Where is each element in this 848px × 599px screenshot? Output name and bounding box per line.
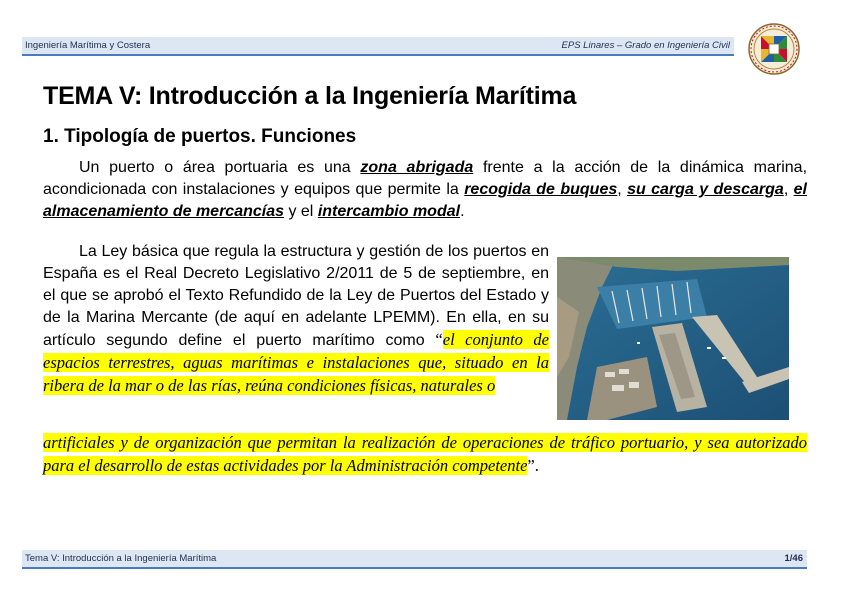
term-zona-abrigada: zona abrigada: [360, 159, 474, 176]
university-seal-icon: [748, 23, 800, 75]
page-number: 1/46: [784, 553, 803, 564]
footer-band: [22, 550, 807, 569]
law-paragraph-continued: artificiales y de organización que permitan la realización de operaciones de tráfico portuario, y sea autorizado para el desarrollo de estas actividades por la Administración competente”.: [43, 433, 807, 475]
term-intercambio-modal: intercambio modal: [317, 203, 461, 220]
term-recogida-de-buques: recogida de buques: [464, 181, 618, 198]
term-almacenamiento: el almacenamiento de mercancías: [43, 181, 807, 220]
school-name: EPS Linares – Grado en Ingeniería Civil: [561, 40, 730, 51]
header-band: [22, 37, 734, 56]
law-paragraph: La Ley básica que regula la estructura y gestión de los puertos en España es el Real Decreto Legislativo 2/2011 de 5 de septiembre, en el que se aprobó el Texto Refundido de la Ley de Puertos del Estado y de la Marina Mercante (de aquí en adelante LPEMM). En ella, en su artículo segundo define el puerto marítimo como “el conjunto de espacios terrestres, aguas marítimas e instalaciones que, situado en la ribera de la mar o de las rías, reúna condiciones físicas, naturales o: [43, 243, 549, 395]
aerial-port-photo: [557, 257, 789, 420]
page-title: TEMA V: Introducción a la Ingeniería Marítima: [43, 82, 577, 110]
definition-paragraph: Un puerto o área portuaria es una zona abrigada frente a la acción de la dinámica marina, acondicionada con instalaciones y equipos que permite la recogida de buques, su carga y descarga, el almacenamiento de mercancías y el intercambio modal.: [43, 159, 808, 220]
footer-topic: Tema V: Introducción a la Ingeniería Marítima: [25, 553, 217, 564]
legal-definition-highlight-end: artificiales y de organización que permitan la realización de operaciones de tráfico portuario, y sea autorizado para el desarrollo de estas actividades por la Administración competente: [43, 433, 807, 475]
section-heading: 1. Tipología de puertos. Funciones: [43, 126, 357, 147]
legal-definition-highlight: el conjunto de espacios terrestres, aguas marítimas e instalaciones que, situado en la ribera de la mar o de las rías, reúna condiciones físicas, naturales o: [43, 330, 549, 395]
course-name: Ingeniería Marítima y Costera: [25, 40, 151, 51]
term-carga-y-descarga: su carga y descarga: [627, 181, 784, 198]
